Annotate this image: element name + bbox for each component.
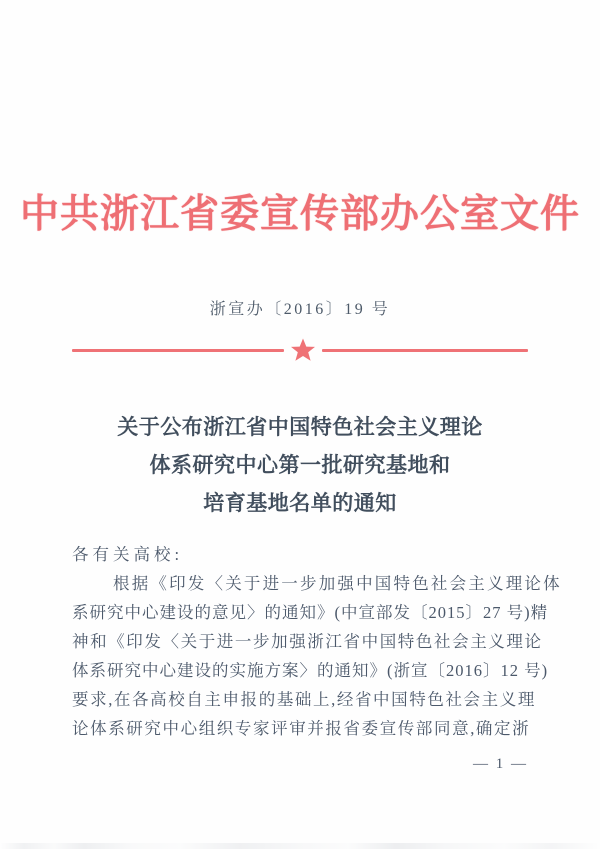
title-line-3: 培育基地名单的通知 (203, 491, 397, 515)
separator-line-right (322, 349, 528, 352)
salutation: 各有关高校: (72, 545, 184, 564)
document-title (0, 408, 600, 522)
body-line: 体系研究中心建设的实施方案〉的通知》(浙宣〔2016〕12 号) (72, 661, 549, 680)
document-number: 浙宣办〔2016〕19 号 (209, 301, 391, 318)
red-star-icon (290, 337, 316, 363)
separator-line-left (72, 349, 284, 352)
letterhead (0, 192, 600, 238)
body-line: 根据《印发〈关于进一步加强中国特色社会主义理论体 (113, 574, 562, 593)
title-line-1: 关于公布浙江省中国特色社会主义理论 (117, 415, 483, 439)
body-line: 要求,在各高校自主申报的基础上,经省中国特色社会主义理 (72, 690, 536, 709)
body-line: 神和《印发〈关于进一步加强浙江省中国特色社会主义理论 (72, 632, 543, 651)
page-number: — 1 — (473, 756, 528, 772)
scan-artifact (0, 843, 600, 849)
body-line: 系研究中心建设的意见〉的通知》(中宣部发〔2015〕27 号)精 (72, 603, 549, 622)
document-body (72, 540, 562, 743)
body-line: 论体系研究中心组织专家评审并报省委宣传部同意,确定浙 (72, 719, 531, 738)
separator-rule (72, 338, 528, 362)
title-line-2: 体系研究中心第一批研究基地和 (149, 453, 451, 477)
letterhead-title: 中共浙江省委宣传部办公室文件 (19, 192, 580, 237)
